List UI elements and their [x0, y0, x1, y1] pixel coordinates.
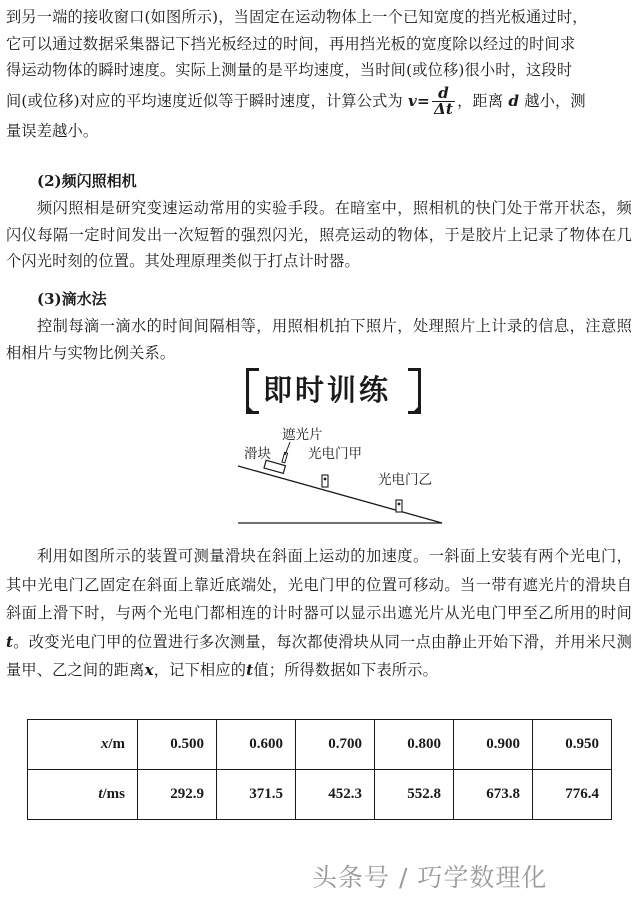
intro-line-3: 得运动物体的瞬时速度。实际上测量的是平均速度，当时间(或位移)很小时，这段时 [6, 61, 573, 79]
intro-line-4-mid: ，距离 [457, 91, 504, 110]
practice-title: 即时训练 [262, 372, 391, 407]
photogate-b [396, 500, 402, 512]
intro-line-4-end: 越小，测 [524, 91, 586, 110]
var-t: t [6, 632, 14, 651]
formula-numerator: d [432, 86, 455, 102]
table-cell: 0.950 [533, 720, 612, 770]
table-row-x [28, 720, 612, 770]
section-3-text: 控制每滴一滴水的时间间隔相等，用照相机拍下照片，处理照片上计录的信息，注意照相相片与实物比例关系。 [6, 317, 632, 362]
row-header-x-unit: /m [108, 736, 125, 752]
table-cell: 371.5 [217, 770, 296, 820]
formula-v: v [407, 91, 418, 110]
intro-line-2: 它可以通过数据采集器记下挡光板经过的时间，再用挡光板的宽度除以经过的时间求 [6, 34, 576, 53]
problem-text [6, 542, 632, 685]
watermark: 头条号 / 巧学数理化 [312, 863, 548, 892]
intro-line-4 [6, 84, 586, 118]
row-header-x [28, 720, 138, 770]
problem-part-4: 值；所得数据如下表所示。 [253, 661, 438, 679]
problem-part-3: ，记下相应的 [153, 661, 247, 679]
data-table [27, 719, 612, 820]
title-bracket-right [408, 368, 421, 414]
table-cell: 452.3 [296, 770, 375, 820]
label-gate-a: 光电门甲 [308, 446, 362, 462]
table-cell: 0.500 [138, 720, 217, 770]
var-t-2: t [246, 661, 254, 679]
table-cell: 776.4 [533, 770, 612, 820]
var-d: d [508, 91, 520, 110]
intro-line-4-text: 间(或位移)对应的平均速度近似等于瞬时速度，计算公式为 [6, 91, 403, 110]
table-cell: 0.800 [375, 720, 454, 770]
label-slider: 滑块 [244, 446, 271, 462]
table-cell: 0.600 [217, 720, 296, 770]
row-header-t [28, 770, 138, 820]
problem-part-1: 利用如图所示的装置可测量滑块在斜面上运动的加速度。一斜面上安装有两个光电门，其中光电门乙固定在斜面上靠近底端处，光电门甲的位置可移动。当一带有遮光片的滑块自斜面上滑下时，与两个光电门都相连的计时器可以显示出遮光片从光电门甲至乙所用的时间 [6, 547, 632, 622]
label-gate-b: 光电门乙 [378, 472, 432, 488]
table-cell: 0.900 [454, 720, 533, 770]
intro-line-1: 到另一端的接收窗口(如图所示)，当固定在运动物体上一个已知宽度的挡光板通过时， [6, 8, 588, 26]
row-header-t-var: t [98, 786, 103, 802]
row-header-x-var: x [100, 736, 109, 752]
formula-fraction [432, 86, 455, 117]
table-cell: 552.8 [375, 770, 454, 820]
intro-paragraph [6, 4, 632, 144]
label-shade-plate: 遮光片 [282, 427, 323, 443]
table-cell: 0.700 [296, 720, 375, 770]
section-3-heading: (3)滴水法 [37, 290, 107, 308]
table-cell: 673.8 [454, 770, 533, 820]
intro-line-5: 量误差越小。 [6, 121, 99, 140]
section-2-text: 频闪照相是研究变速运动常用的实验手段。在暗室中，照相机的快门处于常开状态，频闪仪每隔一定时间发出一次短暂的强烈闪光，照亮运动的物体，于是胶片上记录了物体在几个闪光时刻的位置。其处理原理类似于打点计时器。 [6, 199, 632, 270]
var-x: x [144, 661, 154, 679]
formula-eq: = [417, 91, 430, 110]
incline-diagram [230, 418, 450, 528]
table-row-t [28, 770, 612, 820]
row-header-t-unit: /ms [102, 786, 125, 802]
table-cell: 292.9 [138, 770, 217, 820]
photogate-a [322, 475, 328, 487]
section-2-heading: (2)频闪照相机 [37, 172, 137, 190]
shade-plate [282, 452, 288, 462]
problem-part-2: 。改变光电门甲的位置进行多次测量，每次都使滑块从同一点由静止开始下滑，并用米尺测量甲、乙之间的距离 [6, 632, 632, 679]
formula-denominator: Δt [433, 100, 454, 118]
